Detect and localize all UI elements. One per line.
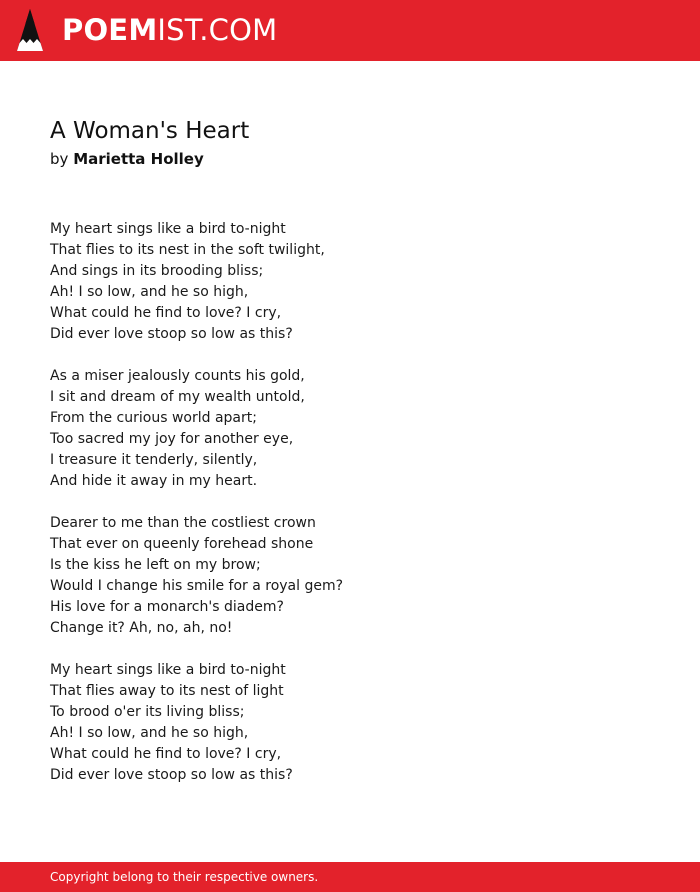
- poem-line: That ever on queenly forehead shone: [50, 536, 314, 552]
- poem-line: Did ever love stoop so low as this?: [50, 767, 293, 783]
- by-label: by: [50, 150, 69, 168]
- pencil-tip-icon[interactable]: [17, 9, 43, 51]
- stanza: [50, 219, 650, 345]
- stanza: [50, 513, 650, 639]
- poem-line: What could he find to love? I cry,: [50, 746, 282, 762]
- poem-line: Ah! I so low, and he so high,: [50, 725, 249, 741]
- poem-line: Too sacred my joy for another eye,: [50, 431, 294, 447]
- stanza: [50, 366, 650, 492]
- poem-line: Would I change his smile for a royal gem?: [50, 578, 344, 594]
- poem-line: Change it? Ah, no, ah, no!: [50, 620, 233, 636]
- author-name: Marietta Holley: [73, 150, 204, 168]
- copyright-notice: Copyright belong to their respective owners.: [50, 870, 319, 884]
- poem-title: A Woman's Heart: [50, 118, 250, 144]
- brand-light-part: IST.COM: [157, 13, 278, 47]
- poem-line: To brood o'er its living bliss;: [50, 704, 245, 720]
- site-header: [0, 0, 700, 61]
- poem-line: His love for a monarch's diadem?: [50, 599, 284, 615]
- poem-line: As a miser jealously counts his gold,: [50, 368, 305, 384]
- poem-line: Is the kiss he left on my brow;: [50, 557, 261, 573]
- poem-line: What could he find to love? I cry,: [50, 305, 282, 321]
- poem-line: And hide it away in my heart.: [50, 473, 258, 489]
- poem-line: That flies to its nest in the soft twilight,: [50, 242, 325, 258]
- poem-line: Dearer to me than the costliest crown: [50, 515, 316, 531]
- poem-line: And sings in its brooding bliss;: [50, 263, 264, 279]
- poem-line: I treasure it tenderly, silently,: [50, 452, 258, 468]
- poem-line: Ah! I so low, and he so high,: [50, 284, 249, 300]
- site-logo-text[interactable]: [62, 12, 277, 48]
- brand-bold-part: POEM: [62, 13, 158, 47]
- stanza: [50, 660, 650, 786]
- poem-line: I sit and dream of my wealth untold,: [50, 389, 305, 405]
- poem-line: That flies away to its nest of light: [50, 683, 284, 699]
- poem-line: My heart sings like a bird to-night: [50, 221, 286, 237]
- site-footer: [0, 862, 700, 892]
- poem-line: My heart sings like a bird to-night: [50, 662, 286, 678]
- poem-body: [50, 219, 650, 807]
- poem-byline: [50, 148, 204, 170]
- poem-line: From the curious world apart;: [50, 410, 257, 426]
- poem-line: Did ever love stoop so low as this?: [50, 326, 293, 342]
